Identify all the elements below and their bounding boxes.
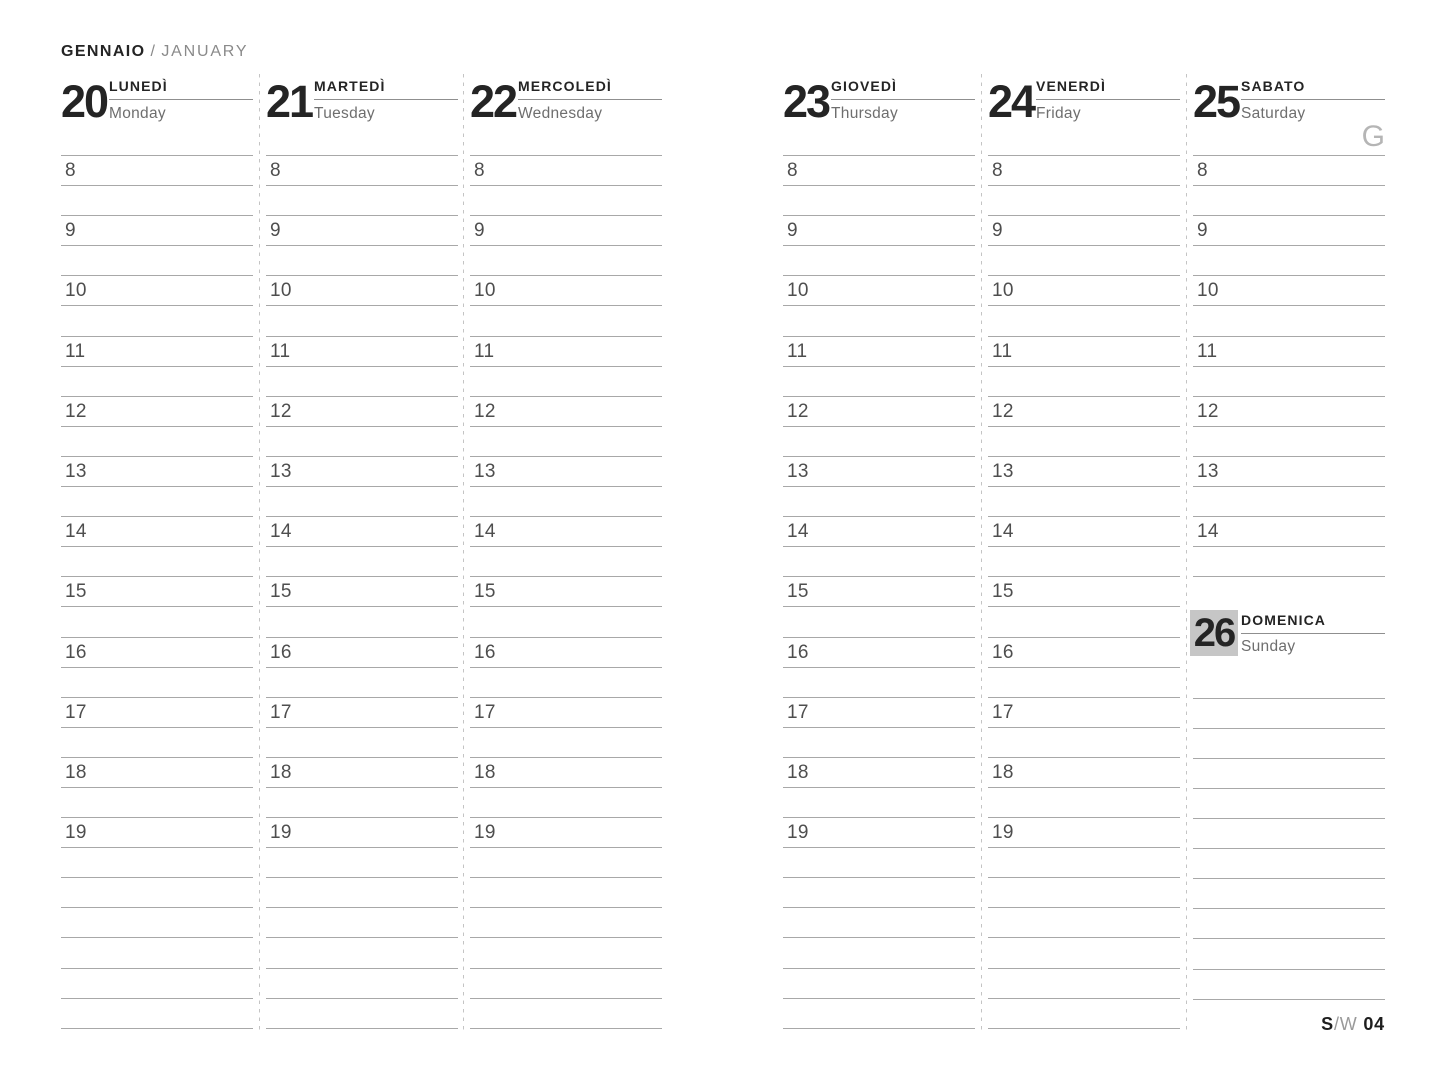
hour-label: 10: [1197, 280, 1219, 302]
hour-label: 9: [65, 220, 76, 242]
schedule-line: [1193, 699, 1385, 729]
schedule-line: [988, 878, 1180, 908]
schedule-line: [470, 337, 662, 367]
schedule-line: [783, 668, 975, 698]
sunday-inset: [1193, 577, 1385, 697]
schedule-line: [783, 547, 975, 577]
hour-label: 19: [992, 822, 1014, 844]
hour-label: 15: [474, 581, 496, 603]
schedule-line: [61, 999, 253, 1029]
hour-label: 12: [992, 400, 1014, 422]
hour-label: 14: [270, 521, 292, 543]
day-names: [109, 75, 253, 123]
schedule-line: [470, 276, 662, 306]
schedule-line: [470, 728, 662, 758]
hour-label: 18: [270, 761, 292, 783]
schedule-line: [1193, 276, 1385, 306]
schedule-line: [783, 306, 975, 336]
hour-label: 17: [270, 701, 292, 723]
schedule-line: [470, 216, 662, 246]
schedule-line: [266, 818, 458, 848]
schedule-line: [266, 938, 458, 968]
schedule-line: [1193, 729, 1385, 759]
schedule-line: [470, 788, 662, 818]
schedule-line: [1193, 186, 1385, 216]
schedule-line: [470, 487, 662, 517]
hour-label: 8: [65, 160, 76, 181]
schedule-line: [470, 878, 662, 908]
hour-label: 13: [1197, 460, 1219, 482]
hour-label: 11: [270, 340, 291, 362]
schedule-line: [783, 908, 975, 938]
schedule-line: [988, 607, 1180, 637]
schedule-line: [783, 246, 975, 276]
schedule-line: [266, 878, 458, 908]
schedule-line: [266, 186, 458, 216]
schedule-line: [783, 878, 975, 908]
hour-label: 16: [270, 641, 292, 663]
hour-label: 12: [474, 400, 496, 422]
hour-label: 19: [787, 822, 809, 844]
schedule-line: [266, 457, 458, 487]
schedule-line: [1193, 909, 1385, 939]
hour-label: 16: [992, 641, 1014, 663]
schedule-line: [266, 517, 458, 547]
schedule-line: [266, 156, 458, 186]
day-name-italian: MERCOLEDÌ: [518, 75, 662, 100]
hour-label: 18: [992, 761, 1014, 783]
hour-label: 18: [65, 761, 87, 783]
schedule-line: [988, 728, 1180, 758]
schedule-line: [1193, 789, 1385, 819]
schedule-line: [266, 306, 458, 336]
day-column-friday: [988, 75, 1180, 1029]
schedule-line: [470, 938, 662, 968]
hour-label: 17: [787, 701, 809, 723]
schedule-line: [1193, 879, 1385, 909]
schedule-line: [266, 668, 458, 698]
schedule-line: [470, 547, 662, 577]
schedule-line: [61, 969, 253, 999]
schedule-line: [988, 938, 1180, 968]
day-names: [518, 75, 662, 123]
hour-label: 12: [270, 400, 292, 422]
hour-label: 11: [1197, 340, 1218, 362]
schedule-line: [266, 969, 458, 999]
schedule-line: [470, 246, 662, 276]
hour-label: 16: [474, 641, 496, 663]
hour-label: 9: [787, 220, 798, 242]
schedule-line: [988, 517, 1180, 547]
schedule-line: [988, 367, 1180, 397]
hour-label: 11: [65, 340, 86, 362]
schedule-line: [988, 156, 1180, 186]
schedule-line: [266, 246, 458, 276]
schedule-line: [783, 999, 975, 1029]
schedule-line: [988, 668, 1180, 698]
schedule-line: [470, 698, 662, 728]
schedule-line: [783, 517, 975, 547]
schedule-line: [470, 818, 662, 848]
schedule-line: [266, 487, 458, 517]
schedule-line: [470, 156, 662, 186]
schedule-line: [783, 638, 975, 668]
schedule-line: [61, 638, 253, 668]
day-name-english: Monday: [109, 105, 166, 122]
hour-grid: [783, 155, 975, 1029]
day-header: [61, 75, 253, 155]
schedule-line: [470, 427, 662, 457]
hour-label: 8: [474, 160, 485, 181]
schedule-line: [783, 848, 975, 878]
schedule-line: [1193, 487, 1385, 517]
schedule-line: [1193, 337, 1385, 367]
schedule-line: [988, 216, 1180, 246]
hour-label: 19: [270, 822, 292, 844]
month-title: [61, 43, 248, 61]
schedule-line: [783, 337, 975, 367]
schedule-line: [61, 908, 253, 938]
schedule-line: [266, 788, 458, 818]
schedule-line: [783, 367, 975, 397]
week-indicator-middle: /W: [1333, 1013, 1358, 1034]
day-name-english: Wednesday: [518, 105, 603, 122]
schedule-line: [1193, 759, 1385, 789]
hour-label: 15: [992, 581, 1014, 603]
day-name-italian: SABATO: [1241, 75, 1385, 100]
schedule-line: [988, 547, 1180, 577]
day-number: 24: [988, 76, 1035, 127]
hour-label: 9: [270, 220, 281, 242]
schedule-line: [61, 276, 253, 306]
hour-grid: [266, 155, 458, 1029]
schedule-line: [1193, 517, 1385, 547]
hour-label: 14: [992, 521, 1014, 543]
day-column-saturday: [1193, 75, 1385, 1035]
hour-label: 11: [787, 340, 808, 362]
schedule-line: [61, 878, 253, 908]
schedule-line: [61, 397, 253, 427]
hour-label: 13: [270, 460, 292, 482]
hour-label: 14: [787, 521, 809, 543]
schedule-line: [988, 276, 1180, 306]
hour-label: 16: [65, 641, 87, 663]
schedule-line: [783, 607, 975, 637]
day-names: [314, 75, 458, 123]
schedule-line: [266, 337, 458, 367]
day-column-tuesday: [266, 75, 458, 1029]
hour-label: 9: [1197, 220, 1208, 242]
schedule-line: [266, 547, 458, 577]
schedule-line: [783, 728, 975, 758]
day-header: [1193, 75, 1385, 155]
day-name-english: Saturday: [1241, 105, 1306, 122]
schedule-line: [988, 698, 1180, 728]
schedule-line: [266, 427, 458, 457]
day-name-english: Thursday: [831, 105, 899, 122]
schedule-line: [988, 788, 1180, 818]
hour-label: 17: [65, 701, 87, 723]
hour-label: 16: [787, 641, 809, 663]
schedule-line: [470, 758, 662, 788]
schedule-line: [266, 607, 458, 637]
schedule-line: [470, 457, 662, 487]
schedule-line: [470, 517, 662, 547]
day-name-italian: GIOVEDÌ: [831, 75, 975, 100]
schedule-line: [988, 577, 1180, 607]
schedule-line: [988, 969, 1180, 999]
schedule-line: [783, 156, 975, 186]
schedule-line: [783, 938, 975, 968]
hour-label: 12: [787, 400, 809, 422]
schedule-line: [783, 427, 975, 457]
day-name-italian: LUNEDÌ: [109, 75, 253, 100]
schedule-line: [988, 818, 1180, 848]
day-names: [1241, 75, 1385, 123]
hour-label: 13: [787, 460, 809, 482]
schedule-line: [988, 908, 1180, 938]
schedule-line: [783, 577, 975, 607]
schedule-line: [1193, 246, 1385, 276]
day-name-english: Tuesday: [314, 105, 375, 122]
hour-grid: [470, 155, 662, 1029]
hour-grid: [1193, 155, 1385, 577]
hour-label: 10: [992, 280, 1014, 302]
schedule-line: [61, 156, 253, 186]
hour-label: 8: [270, 160, 281, 181]
hour-label: 10: [65, 280, 87, 302]
hour-label: 11: [992, 340, 1013, 362]
day-name-italian: MARTEDÌ: [314, 75, 458, 100]
schedule-line: [988, 306, 1180, 336]
schedule-line: [266, 216, 458, 246]
schedule-line: [988, 848, 1180, 878]
schedule-line: [61, 577, 253, 607]
hour-label: 19: [65, 822, 87, 844]
day-names: [1036, 75, 1180, 123]
hour-label: 13: [474, 460, 496, 482]
schedule-line: [1193, 547, 1385, 577]
schedule-line: [783, 186, 975, 216]
hour-label: 9: [992, 220, 1003, 242]
schedule-line: [988, 638, 1180, 668]
hour-label: 12: [65, 400, 87, 422]
hour-label: 13: [992, 460, 1014, 482]
schedule-line: [988, 186, 1180, 216]
day-number: 21: [266, 76, 313, 127]
hour-label: 13: [65, 460, 87, 482]
schedule-line: [1193, 970, 1385, 1000]
hour-label: 17: [992, 701, 1014, 723]
hour-label: 14: [474, 521, 496, 543]
schedule-line: [470, 607, 662, 637]
column-divider: [1186, 74, 1187, 1032]
hour-label: 8: [787, 160, 798, 181]
sunday-name-italian: DOMENICA: [1241, 610, 1385, 634]
day-name-english: Friday: [1036, 105, 1081, 122]
schedule-line: [61, 668, 253, 698]
schedule-line: [470, 668, 662, 698]
schedule-line: [266, 908, 458, 938]
schedule-line: [988, 397, 1180, 427]
schedule-line: [61, 788, 253, 818]
hour-label: 14: [65, 521, 87, 543]
schedule-line: [783, 758, 975, 788]
schedule-line: [266, 999, 458, 1029]
day-number: 25: [1193, 76, 1240, 127]
schedule-line: [470, 908, 662, 938]
sunday-names: [1241, 610, 1385, 656]
hour-label: 12: [1197, 400, 1219, 422]
week-indicator: [1193, 1014, 1385, 1035]
schedule-line: [61, 457, 253, 487]
day-names: [831, 75, 975, 123]
schedule-line: [61, 246, 253, 276]
schedule-line: [266, 367, 458, 397]
schedule-line: [988, 337, 1180, 367]
hour-label: 9: [474, 220, 485, 242]
schedule-line: [988, 457, 1180, 487]
schedule-line: [61, 607, 253, 637]
schedule-line: [1193, 397, 1385, 427]
schedule-line: [266, 728, 458, 758]
schedule-line: [470, 186, 662, 216]
schedule-line: [266, 276, 458, 306]
day-header: [470, 75, 662, 155]
schedule-line: [1193, 849, 1385, 879]
schedule-line: [266, 698, 458, 728]
schedule-line: [266, 577, 458, 607]
schedule-line: [783, 969, 975, 999]
schedule-line: [266, 638, 458, 668]
schedule-line: [783, 397, 975, 427]
month-title-separator: /: [150, 43, 157, 60]
schedule-line: [783, 818, 975, 848]
hour-label: 10: [787, 280, 809, 302]
schedule-line: [1193, 819, 1385, 849]
day-header: [783, 75, 975, 155]
schedule-line: [988, 487, 1180, 517]
schedule-line: [61, 216, 253, 246]
day-column-wednesday: [470, 75, 662, 1029]
schedule-line: [61, 758, 253, 788]
day-name-italian: VENERDÌ: [1036, 75, 1180, 100]
schedule-line: [1193, 216, 1385, 246]
schedule-line: [470, 397, 662, 427]
hour-label: 10: [270, 280, 292, 302]
schedule-line: [783, 216, 975, 246]
schedule-line: [61, 427, 253, 457]
schedule-line: [1193, 156, 1385, 186]
schedule-line: [1193, 306, 1385, 336]
schedule-line: [470, 848, 662, 878]
schedule-line: [266, 758, 458, 788]
schedule-line: [470, 367, 662, 397]
schedule-line: [470, 969, 662, 999]
schedule-line: [266, 397, 458, 427]
hour-label: 17: [474, 701, 496, 723]
sunday-day-number-highlighted: 26: [1190, 610, 1238, 656]
column-divider: [259, 74, 260, 1032]
schedule-line: [61, 186, 253, 216]
schedule-line: [470, 306, 662, 336]
brand-logo-g-icon: G: [1361, 120, 1385, 153]
hour-label: 11: [474, 340, 495, 362]
hour-label: 8: [1197, 160, 1208, 181]
schedule-line: [988, 999, 1180, 1029]
hour-label: 14: [1197, 521, 1219, 543]
schedule-line: [61, 698, 253, 728]
hour-label: 15: [270, 581, 292, 603]
day-number: 22: [470, 76, 517, 127]
hour-label: 15: [65, 581, 87, 603]
hour-grid: [61, 155, 253, 1029]
month-title-english: JANUARY: [161, 43, 249, 60]
schedule-line: [61, 306, 253, 336]
schedule-line: [1193, 939, 1385, 969]
schedule-line: [1193, 427, 1385, 457]
sunday-note-lines: [1193, 698, 1385, 1000]
hour-label: 8: [992, 160, 1003, 181]
hour-grid: [988, 155, 1180, 1029]
schedule-line: [783, 457, 975, 487]
sunday-header: [1193, 610, 1385, 656]
schedule-line: [61, 517, 253, 547]
schedule-line: [61, 367, 253, 397]
hour-label: 15: [787, 581, 809, 603]
schedule-line: [61, 337, 253, 367]
schedule-line: [470, 638, 662, 668]
week-indicator-number: 04: [1363, 1013, 1385, 1034]
schedule-line: [988, 246, 1180, 276]
schedule-line: [783, 698, 975, 728]
day-column-monday: [61, 75, 253, 1029]
day-header: [266, 75, 458, 155]
schedule-line: [1193, 457, 1385, 487]
schedule-line: [988, 758, 1180, 788]
schedule-line: [470, 577, 662, 607]
hour-label: 10: [474, 280, 496, 302]
hour-label: 18: [474, 761, 496, 783]
schedule-line: [988, 427, 1180, 457]
schedule-line: [61, 818, 253, 848]
day-column-thursday: [783, 75, 975, 1029]
column-divider: [463, 74, 464, 1032]
day-number: 23: [783, 76, 830, 127]
schedule-line: [61, 938, 253, 968]
schedule-line: [61, 728, 253, 758]
schedule-line: [61, 547, 253, 577]
schedule-line: [266, 848, 458, 878]
week-indicator-series: S: [1321, 1013, 1334, 1034]
schedule-line: [783, 788, 975, 818]
hour-label: 19: [474, 822, 496, 844]
schedule-line: [470, 999, 662, 1029]
day-header: [988, 75, 1180, 155]
month-title-italian: GENNAIO: [61, 43, 146, 60]
day-number: 20: [61, 76, 108, 127]
column-divider: [981, 74, 982, 1032]
schedule-line: [61, 848, 253, 878]
schedule-line: [783, 276, 975, 306]
schedule-line: [61, 487, 253, 517]
schedule-line: [1193, 367, 1385, 397]
sunday-name-english: Sunday: [1241, 638, 1296, 656]
schedule-line: [783, 487, 975, 517]
hour-label: 18: [787, 761, 809, 783]
